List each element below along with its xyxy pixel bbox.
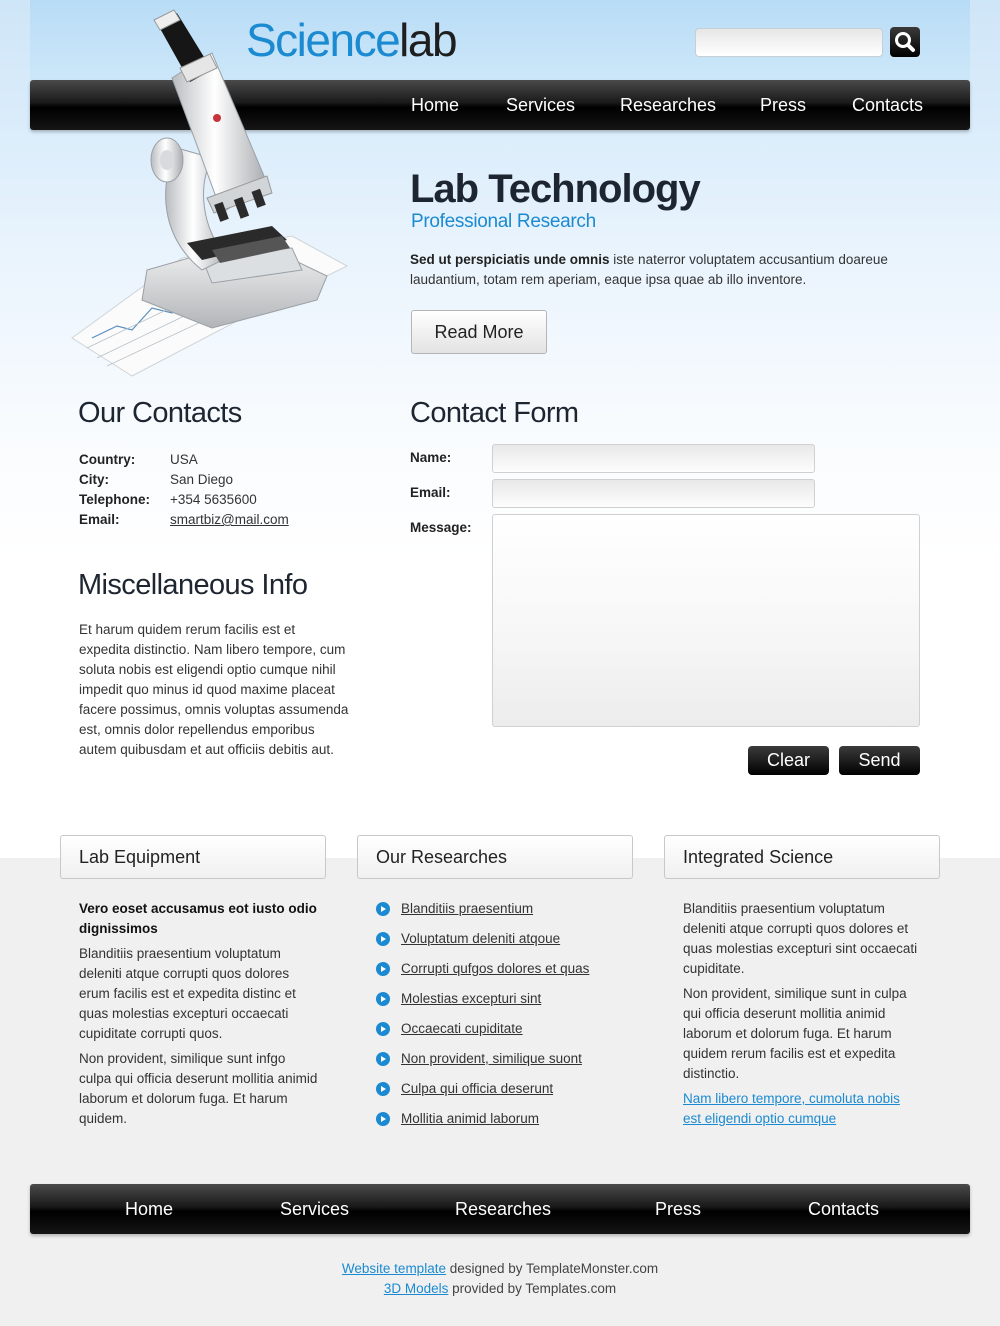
lab-equipment-content [79,899,319,1134]
researches-heading: Our Researches [357,835,633,879]
arrow-bullet-icon [376,932,390,946]
footer-credit-2 [0,1279,1000,1299]
integrated-science-heading: Integrated Science [664,835,940,879]
hero-text-body: iste naterror voluptatem accusantium doareue laudantium, totam rem aperiam, eaque ipsa quae ab illo inventore. [410,252,888,287]
nav-press[interactable]: Press [760,95,807,115]
contact-value: San Diego [170,472,234,487]
contact-form-title: Contact Form [410,397,579,429]
3d-models-link[interactable]: 3D Models [383,1281,449,1296]
footer-nav-contacts[interactable]: Contacts [808,1199,880,1219]
email-label: Email: [410,485,451,500]
search-input[interactable] [695,28,883,57]
research-link[interactable]: Voluptatum deleniti atqoue [401,931,561,946]
send-button[interactable]: Send [839,746,920,775]
lab-equipment-p2: Non provident, similique sunt infgo culpa qui officia deserunt mollitia animid laborum et dolorum fuga. Et harum quidem. [79,1051,318,1126]
email-field[interactable] [492,479,815,508]
read-more-button[interactable]: Read More [411,310,547,354]
footer-credit-1 [0,1259,1000,1279]
contact-value: +354 5635600 [170,492,257,507]
research-link[interactable]: Occaecati cupiditate [401,1021,523,1036]
arrow-bullet-icon [376,1052,390,1066]
contacts-table [79,450,289,530]
logo-lab: lab [399,14,457,66]
arrow-bullet-icon [376,962,390,976]
footer-nav-researches[interactable]: Researches [455,1199,552,1219]
lab-equipment-lead: Vero eoset accusamus eot iusto odio dignissimos [79,901,317,936]
arrow-bullet-icon [376,1112,390,1126]
integrated-science-content [683,899,918,1134]
nav-researches[interactable]: Researches [620,95,717,115]
name-field[interactable] [492,444,815,473]
misc-text: Et harum quidem rerum facilis est et expedita distinctio. Nam libero tempore, cum soluta nobis est eligendi optio cumque nihil impedit quo minus id quod maxime placeat facere possimus, omnis voluptas assumenda est, omnis dolor repellendus emporibus autem quibusdam et aut officiis debitis aut. [79,622,349,757]
lab-equipment-p1: Blanditiis praesentium voluptatum deleniti atque corrupti quos dolores erum facilis est et expedita distinc et quas molestias excepturi occaecati cupiditate corrupti quos. [79,946,296,1041]
footer-text-2: provided by Templates.com [448,1281,617,1296]
contact-label: City: [79,472,109,487]
list-item [376,899,589,929]
message-field[interactable] [492,514,920,727]
lab-equipment-heading: Lab Equipment [60,835,326,879]
contact-label: Telephone: [79,492,151,507]
contact-row-telephone [79,490,289,510]
footer-nav-press[interactable]: Press [655,1199,702,1219]
hero-title: Lab Technology [410,167,700,211]
message-label: Message: [410,520,472,535]
research-link[interactable]: Non provident, similique suont [401,1051,582,1066]
arrow-bullet-icon [376,1082,390,1096]
list-item [376,1109,589,1139]
hero-text-bold: Sed ut perspiciatis unde omnis [410,252,610,267]
integrated-science-p1: Blanditiis praesentium voluptatum deleniti atque corrupti quos dolores et quas molestias excepturi sint occaecati cupiditate. [683,901,918,976]
contact-row-country [79,450,289,470]
footer-nav-home[interactable]: Home [125,1199,174,1219]
arrow-bullet-icon [376,992,390,1006]
arrow-bullet-icon [376,902,390,916]
microscope-illustration [62,8,362,378]
name-label: Name: [410,450,452,465]
contact-email-link[interactable]: smartbiz@mail.com [170,512,289,527]
list-item [376,989,589,1019]
nav-contacts[interactable]: Contacts [852,95,924,115]
contacts-title: Our Contacts [78,397,242,429]
misc-title: Miscellaneous Info [78,569,308,601]
logo-science: Science [246,14,400,66]
nav-services[interactable]: Services [506,95,576,115]
list-item [376,1019,589,1049]
researches-list [376,899,589,1139]
clear-button[interactable]: Clear [748,746,829,775]
list-item [376,959,589,989]
arrow-bullet-icon [376,1022,390,1036]
list-item [376,929,589,959]
footer-nav-services[interactable]: Services [280,1199,350,1219]
contact-value: USA [170,452,198,467]
list-item [376,1079,589,1109]
integrated-science-p2: Non provident, similique sunt in culpa qui officia deserunt mollitia animid laborum et dolorum fuga. Et harum quidem rerum facilis est et expedita distinctio. [683,986,907,1081]
website-template-link[interactable]: Website template [341,1261,446,1276]
search-icon [890,27,920,57]
research-link[interactable]: Blanditiis praesentium [401,901,534,916]
research-link[interactable]: Molestias excepturi sint [401,991,542,1006]
research-link[interactable]: Mollitia animid laborum [401,1111,540,1126]
hero-text [410,250,925,290]
contact-row-city [79,470,289,490]
contact-row-email [79,510,289,530]
nav-home[interactable]: Home [411,95,460,115]
research-link[interactable]: Corrupti qufgos dolores et quas [401,961,590,976]
hero-subtitle: Professional Research [411,211,596,232]
integrated-science-link[interactable]: Nam libero tempore, cumoluta nobis est eligendi optio cumque [683,1091,900,1126]
footer-text-1: designed by TemplateMonster.com [445,1261,659,1276]
search-button[interactable] [890,27,920,57]
contact-label: Email: [79,512,120,527]
footer-nav [30,1184,970,1234]
list-item [376,1049,589,1079]
research-link[interactable]: Culpa qui officia deserunt [401,1081,554,1096]
contact-label: Country: [79,452,136,467]
